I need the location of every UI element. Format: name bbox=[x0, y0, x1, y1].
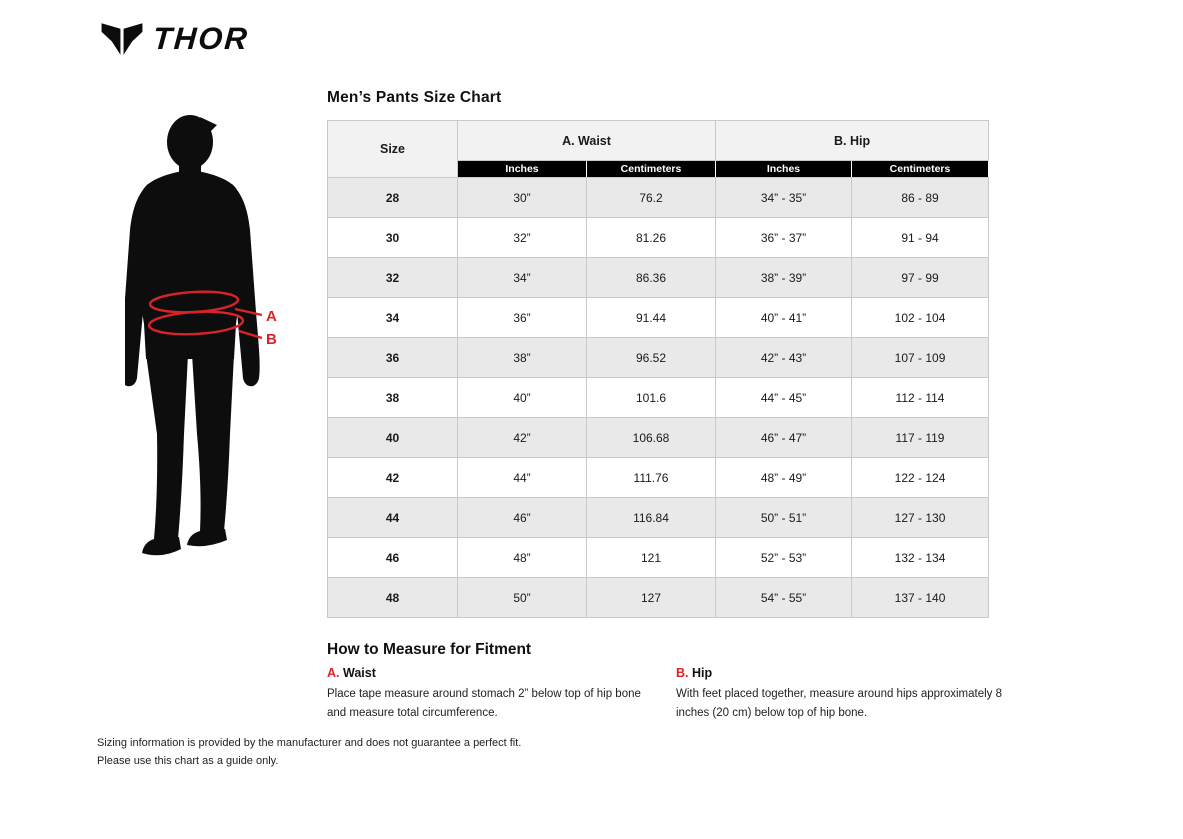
waist-cm-cell: 116.84 bbox=[587, 498, 716, 538]
table-row bbox=[328, 578, 989, 618]
waist-name: Waist bbox=[342, 666, 376, 680]
hip-label-b: B bbox=[266, 331, 277, 348]
size-cell: 30 bbox=[328, 218, 458, 258]
waist-column-header: A. Waist bbox=[458, 121, 716, 161]
waist-instruction-title bbox=[327, 666, 676, 680]
table-row bbox=[328, 218, 989, 258]
waist-cm-cell: 111.76 bbox=[587, 458, 716, 498]
waist-cm-cell: 96.52 bbox=[587, 338, 716, 378]
size-column-header: Size bbox=[328, 121, 458, 178]
hip-inches-cell: 44” - 45” bbox=[716, 378, 852, 418]
table-row bbox=[328, 418, 989, 458]
table-row bbox=[328, 378, 989, 418]
waist-cm-cell: 76.2 bbox=[587, 178, 716, 218]
hip-cm-cell: 127 - 130 bbox=[852, 498, 989, 538]
hip-inches-cell: 40” - 41” bbox=[716, 298, 852, 338]
table-row bbox=[328, 458, 989, 498]
size-cell: 34 bbox=[328, 298, 458, 338]
size-cell: 32 bbox=[328, 258, 458, 298]
waist-centimeters-header: Centimeters bbox=[587, 161, 716, 178]
hip-cm-cell: 91 - 94 bbox=[852, 218, 989, 258]
waist-cm-cell: 127 bbox=[587, 578, 716, 618]
thor-wordmark: THOR bbox=[151, 21, 251, 56]
size-table-body bbox=[328, 178, 989, 618]
waist-inches-cell: 38” bbox=[458, 338, 587, 378]
disclaimer bbox=[97, 735, 521, 770]
hip-cm-cell: 112 - 114 bbox=[852, 378, 989, 418]
hip-inches-cell: 46” - 47” bbox=[716, 418, 852, 458]
waist-cm-cell: 91.44 bbox=[587, 298, 716, 338]
hip-inches-header: Inches bbox=[716, 161, 852, 178]
hip-name: Hip bbox=[691, 666, 713, 680]
hip-inches-cell: 38” - 39” bbox=[716, 258, 852, 298]
size-cell: 46 bbox=[328, 538, 458, 578]
hip-inches-cell: 50” - 51” bbox=[716, 498, 852, 538]
waist-inches-cell: 42” bbox=[458, 418, 587, 458]
hip-cm-cell: 97 - 99 bbox=[852, 258, 989, 298]
disclaimer-line-1: Sizing information is provided by the manufacturer and does not guarantee a perfect fit. bbox=[97, 737, 522, 749]
hip-cm-cell: 117 - 119 bbox=[852, 418, 989, 458]
waist-inches-cell: 50” bbox=[458, 578, 587, 618]
table-row bbox=[328, 498, 989, 538]
waist-key: A. bbox=[327, 666, 340, 680]
hip-instruction bbox=[676, 666, 1007, 723]
table-row bbox=[328, 338, 989, 378]
size-cell: 40 bbox=[328, 418, 458, 458]
waist-inches-cell: 40” bbox=[458, 378, 587, 418]
measure-heading: How to Measure for Fitment bbox=[327, 641, 532, 658]
table-header-row bbox=[328, 121, 989, 161]
table-row bbox=[328, 298, 989, 338]
hip-instruction-text: With feet placed together, measure around hips approximately 8 inches (20 cm) below top of hip bone. bbox=[676, 688, 1003, 719]
waist-instruction bbox=[327, 666, 676, 723]
measure-instructions bbox=[327, 666, 1007, 723]
table-row bbox=[328, 538, 989, 578]
hip-inches-cell: 36” - 37” bbox=[716, 218, 852, 258]
hip-inches-cell: 48” - 49” bbox=[716, 458, 852, 498]
waist-inches-cell: 48” bbox=[458, 538, 587, 578]
waist-inches-cell: 44” bbox=[458, 458, 587, 498]
waist-inches-cell: 32” bbox=[458, 218, 587, 258]
size-chart-table bbox=[327, 120, 989, 618]
thor-logo bbox=[100, 20, 249, 58]
table-row bbox=[328, 178, 989, 218]
size-cell: 42 bbox=[328, 458, 458, 498]
waist-inches-cell: 46” bbox=[458, 498, 587, 538]
thor-horns-icon bbox=[100, 20, 144, 58]
body-measurement-figure bbox=[125, 112, 320, 567]
hip-instruction-title bbox=[676, 666, 1007, 680]
hip-cm-cell: 132 - 134 bbox=[852, 538, 989, 578]
waist-cm-cell: 106.68 bbox=[587, 418, 716, 458]
hip-cm-cell: 107 - 109 bbox=[852, 338, 989, 378]
size-cell: 36 bbox=[328, 338, 458, 378]
size-cell: 28 bbox=[328, 178, 458, 218]
hip-column-header: B. Hip bbox=[716, 121, 989, 161]
hip-inches-cell: 52” - 53” bbox=[716, 538, 852, 578]
hip-inches-cell: 54” - 55” bbox=[716, 578, 852, 618]
size-chart-title: Men’s Pants Size Chart bbox=[327, 89, 502, 106]
table-row bbox=[328, 258, 989, 298]
body-silhouette bbox=[125, 112, 320, 567]
waist-inches-cell: 36” bbox=[458, 298, 587, 338]
waist-label-a: A bbox=[266, 308, 277, 325]
hip-inches-cell: 34” - 35” bbox=[716, 178, 852, 218]
hip-centimeters-header: Centimeters bbox=[852, 161, 989, 178]
size-cell: 48 bbox=[328, 578, 458, 618]
hip-key: B. bbox=[676, 666, 689, 680]
waist-cm-cell: 101.6 bbox=[587, 378, 716, 418]
hip-inches-cell: 42” - 43” bbox=[716, 338, 852, 378]
waist-cm-cell: 81.26 bbox=[587, 218, 716, 258]
hip-cm-cell: 102 - 104 bbox=[852, 298, 989, 338]
hip-cm-cell: 122 - 124 bbox=[852, 458, 989, 498]
disclaimer-line-2: Please use this chart as a guide only. bbox=[97, 754, 279, 767]
waist-inches-header: Inches bbox=[458, 161, 587, 178]
hip-cm-cell: 137 - 140 bbox=[852, 578, 989, 618]
waist-inches-cell: 34” bbox=[458, 258, 587, 298]
size-cell: 44 bbox=[328, 498, 458, 538]
waist-cm-cell: 121 bbox=[587, 538, 716, 578]
size-cell: 38 bbox=[328, 378, 458, 418]
hip-cm-cell: 86 - 89 bbox=[852, 178, 989, 218]
waist-instruction-text: Place tape measure around stomach 2” below top of hip bone and measure total circumference. bbox=[327, 688, 641, 719]
waist-cm-cell: 86.36 bbox=[587, 258, 716, 298]
waist-inches-cell: 30” bbox=[458, 178, 587, 218]
